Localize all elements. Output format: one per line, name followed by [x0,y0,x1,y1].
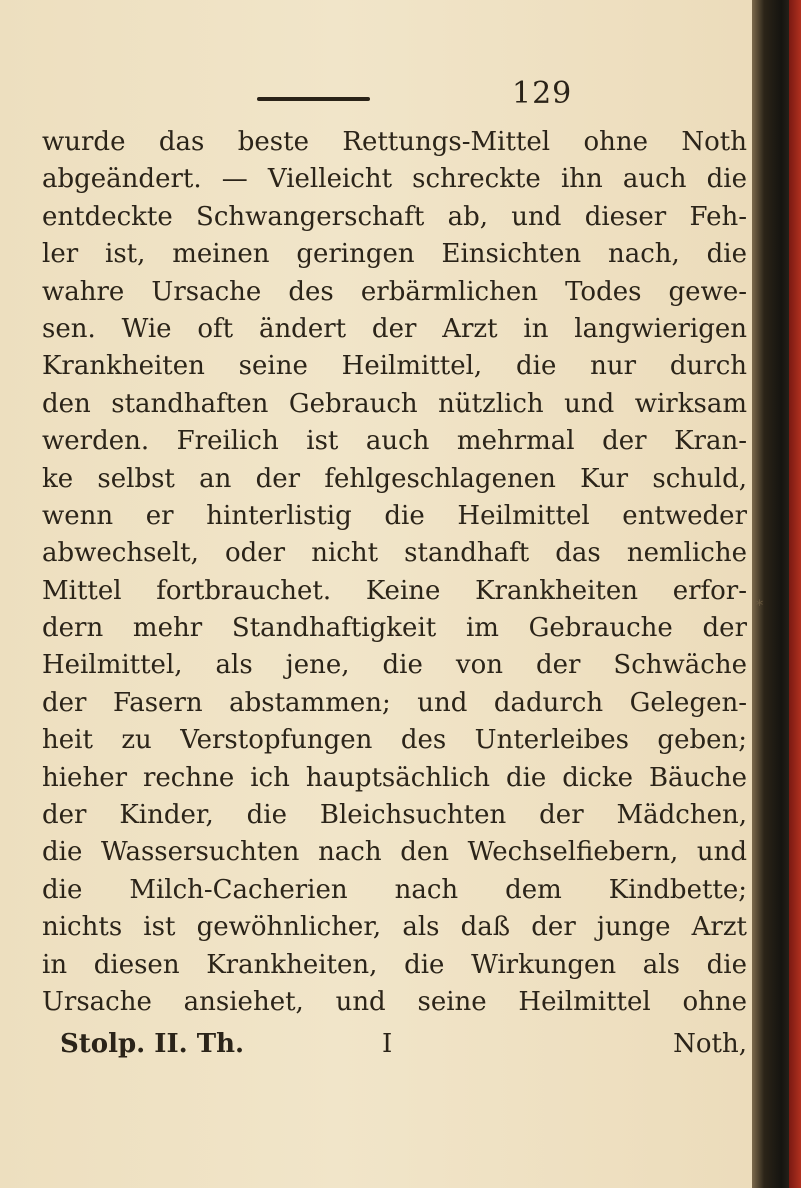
text-line: abgeändert. — Vielleicht schreckte ihn auch die [42,164,747,195]
text-line: hieher rechne ich hauptsächlich die dicke Bäuche [42,762,747,793]
text-line: Heilmittel, als jene, die von der Schwäche [42,650,747,681]
catchword: Noth, [673,1029,747,1059]
margin-star-mark: * [756,598,763,614]
text-line: ler ist, meinen geringen Einsichten nach, die [42,239,747,270]
page-footer [42,1029,747,1067]
text-line: der Kinder, die Bleichsuchten der Mädchen, [42,800,747,831]
text-line: entdeckte Schwangerschaft ab, und dieser Feh- [42,201,747,232]
text-line: ke selbst an der fehlgeschlagenen Kur schuld, [42,463,747,494]
text-line: Mittel fortbrauchet. Keine Krankheiten erfor- [42,575,747,606]
text-line: die Wassersuchten nach den Wechselfiebern, und [42,837,747,868]
text-line: Krankheiten seine Heilmittel, die nur durch [42,351,747,382]
text-line: dern mehr Standhaftigkeit im Gebrauche der [42,613,747,644]
text-line: der Fasern abstammen; und dadurch Gelegen- [42,687,747,718]
text-line: abwechselt, oder nicht standhaft das nemliche [42,538,747,569]
text-line: sen. Wie oft ändert der Arzt in langwierigen [42,313,747,344]
signature-mark: Stolp. II. Th. [60,1029,245,1059]
text-line: wahre Ursache des erbärmlichen Todes gewe- [42,276,747,307]
text-line: den standhaften Gebrauch nützlich und wirksam [42,388,747,419]
text-line: werden. Freilich ist auch mehrmal der Kran- [42,426,747,457]
header-rule [257,97,370,101]
text-line: in diesen Krankheiten, die Wirkungen als die [42,949,747,980]
text-line: heit zu Verstopfungen des Unterleibes geben; [42,725,747,756]
spine-edge [789,0,801,1188]
page-number: 129 [512,76,573,111]
sheet-mark: I [382,1029,393,1059]
text-line: die Milch-Cacherien nach dem Kindbette; [42,874,747,905]
text-line: Ursache ansiehet, und seine Heilmittel ohne [42,986,747,1017]
text-line: wurde das beste Rettungs-Mittel ohne Noth [42,127,747,157]
body-text [42,124,747,1021]
text-line: wenn er hinterlistig die Heilmittel entweder [42,500,747,531]
text-line: nichts ist gewöhnlicher, als daß der junge Arzt [42,912,747,943]
